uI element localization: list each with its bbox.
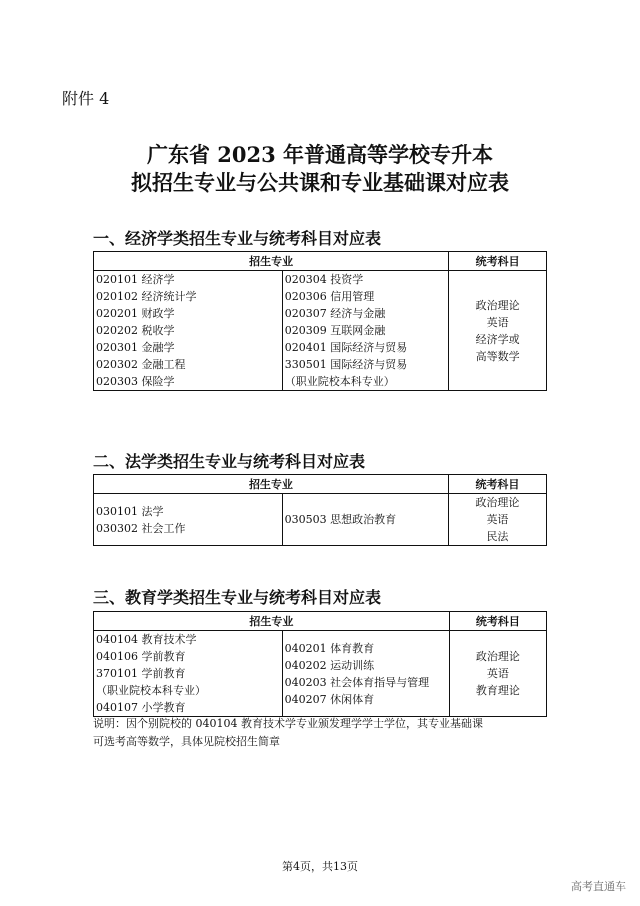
major-item: 020303 保险学 — [96, 375, 175, 388]
note — [93, 715, 563, 751]
major-item: 020201 财政学 — [96, 307, 175, 320]
major-item: 020306 信用管理 — [284, 290, 375, 303]
subject-item: 政治理论 — [475, 298, 520, 312]
major-list-col-2 — [282, 271, 448, 391]
header-subject: 统考科目 — [449, 612, 546, 631]
major-item: 020309 互联网金融 — [284, 324, 386, 337]
header-major: 招生专业 — [94, 252, 449, 271]
subject-item: 政治理论 — [475, 650, 520, 663]
subject-list — [449, 271, 547, 391]
major-item: 040104 教育技术学 — [96, 633, 197, 646]
major-item: （职业院校本科专业） — [96, 684, 206, 697]
major-item: 020307 经济与金融 — [284, 307, 386, 320]
subject-item: 英语 — [486, 315, 509, 329]
header-subject: 统考科目 — [448, 475, 546, 494]
table-law — [93, 474, 547, 546]
major-item: 020101 经济学 — [96, 273, 175, 286]
page-footer: 第4页，共13页 — [282, 860, 358, 873]
major-item: 020202 税收学 — [96, 324, 175, 337]
major-item: 040202 运动训练 — [284, 658, 375, 672]
major-item: 030302 社会工作 — [96, 521, 186, 535]
major-item: 020304 投资学 — [284, 273, 364, 286]
section-title-economics: 一、经济学类招生专业与统考科目对应表 — [93, 229, 382, 248]
major-item: 040201 体育教育 — [284, 641, 375, 655]
subject-list — [448, 494, 546, 546]
subject-item: 民法 — [486, 530, 509, 543]
major-list-col-1 — [94, 631, 283, 717]
header-major: 招生专业 — [94, 475, 449, 494]
major-list-col-2 — [282, 631, 449, 717]
header-subject: 统考科目 — [449, 252, 547, 271]
major-item: 030503 思想政治教育 — [284, 513, 397, 526]
major-item: 040106 学前教育 — [96, 650, 186, 663]
table-economics — [93, 251, 547, 391]
section-title-education: 三、教育学类招生专业与统考科目对应表 — [93, 588, 382, 607]
major-item: （职业院校本科专业） — [284, 375, 395, 388]
major-list-col-1 — [94, 271, 283, 391]
attachment-label: 附件 4 — [62, 89, 110, 108]
subject-item: 英语 — [486, 513, 509, 526]
major-item: 020301 金融学 — [96, 341, 175, 354]
header-major: 招生专业 — [94, 612, 450, 631]
note-line-1: 说明：因个别院校的 040104 教育技术学专业颁发理学学士学位，其专业基础课 — [93, 717, 483, 730]
major-item: 020401 国际经济与贸易 — [284, 341, 408, 354]
major-list-col-1 — [94, 494, 283, 546]
major-item: 020102 经济统计学 — [96, 290, 197, 303]
note-line-2: 可选考高等数学，具体见院校招生简章 — [93, 735, 280, 748]
major-item: 040207 休闲体育 — [284, 692, 375, 706]
major-item: 370101 学前教育 — [96, 667, 186, 680]
section-title-law: 二、法学类招生专业与统考科目对应表 — [93, 452, 366, 471]
major-item: 030101 法学 — [96, 504, 164, 518]
table-education — [93, 611, 547, 717]
subject-item: 高等数学 — [475, 349, 520, 363]
subject-item: 教育理论 — [475, 684, 520, 697]
subject-list — [449, 631, 546, 717]
major-item: 040203 社会体育指导与管理 — [284, 675, 430, 689]
major-item: 330501 国际经济与贸易 — [284, 358, 408, 371]
doc-title-line-1: 广东省 2023 年普通高等学校专升本 — [146, 142, 494, 167]
major-item: 040107 小学教育 — [96, 701, 186, 714]
major-list-col-2 — [282, 494, 448, 546]
subject-item: 英语 — [486, 667, 509, 680]
watermark-text: 高考直通车 — [571, 880, 626, 893]
subject-item: 政治理论 — [475, 496, 520, 509]
doc-title-line-2: 拟招生专业与公共课和专业基础课对应表 — [131, 170, 509, 195]
major-item: 020302 金融工程 — [96, 358, 186, 371]
subject-item: 经济学或 — [475, 332, 520, 346]
